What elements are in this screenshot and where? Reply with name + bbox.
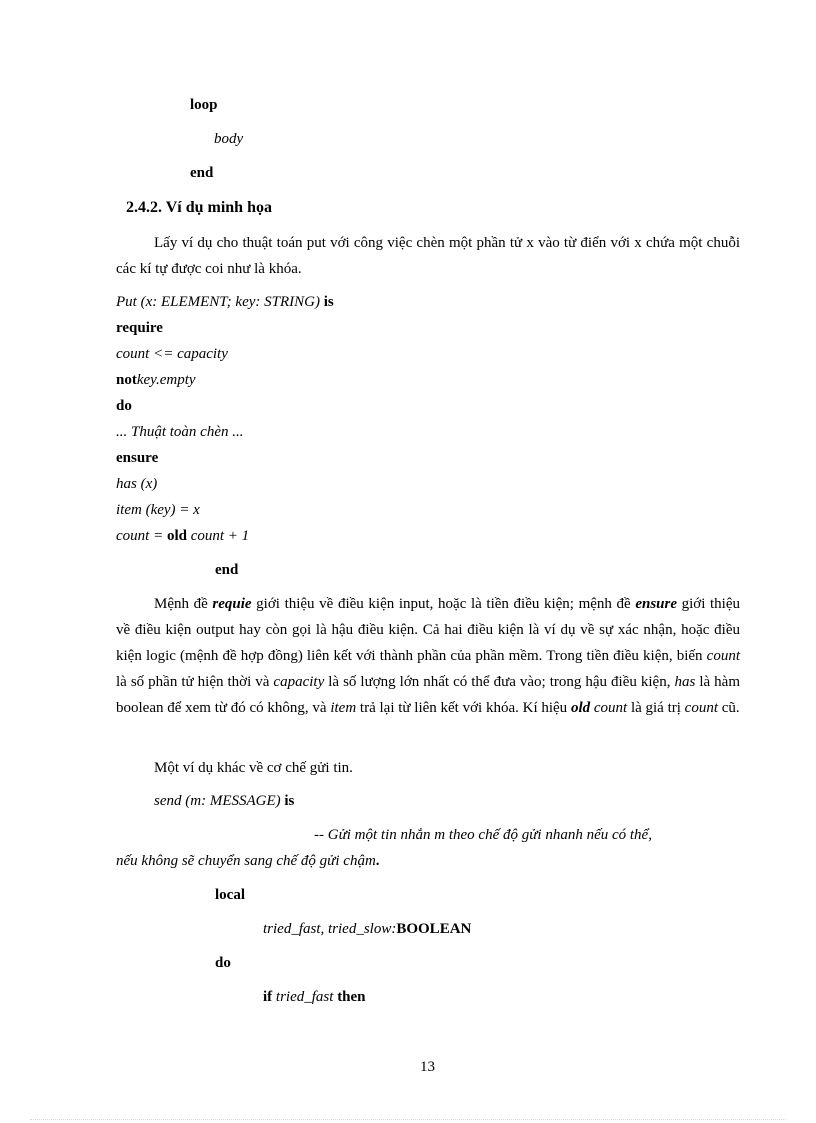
- code-loop: loop: [190, 97, 218, 113]
- postcondition-2: item (key) = x: [116, 502, 200, 518]
- explain-count3: count: [684, 700, 718, 716]
- local-vars-names: tried_fast, tried_slow:: [263, 921, 397, 937]
- put-signature: [116, 292, 334, 312]
- page-number: 13: [420, 1059, 435, 1075]
- another-example: Một ví dụ khác về cơ chế gửi tin.: [154, 760, 353, 776]
- explain-t7: trả lại từ liên kết với khóa. Kí hiệu: [356, 700, 571, 716]
- code-end: end: [190, 165, 214, 181]
- put-is-keyword: is: [323, 294, 334, 310]
- intro-paragraph: Lấy ví dụ cho thuật toán put với công việc chèn một phần tử x vào từ điển với x chứa một chuỗi các kí tự được coi như là khóa.: [116, 235, 740, 277]
- precondition-2-expr: key.empty: [136, 372, 196, 388]
- explain-has: has: [674, 674, 696, 690]
- put-end-keyword: end: [215, 562, 239, 578]
- section-heading: 2.4.2. Ví dụ minh họa: [126, 199, 272, 216]
- send-comment-2-dot: .: [375, 853, 380, 869]
- send-comment-2: [116, 851, 380, 871]
- not-keyword: not: [116, 372, 137, 388]
- postcondition-1: has (x): [116, 476, 158, 492]
- postcondition-3: [116, 526, 249, 546]
- explain-ensure: ensure: [635, 596, 677, 612]
- ensure-keyword: ensure: [116, 450, 159, 466]
- send-is-keyword: is: [284, 793, 295, 809]
- if-statement: [263, 987, 366, 1007]
- send-do-keyword: do: [215, 955, 231, 971]
- explain-t8: là giá trị: [627, 700, 685, 716]
- page-bottom-divider: [30, 1119, 786, 1120]
- send-signature: [154, 791, 294, 811]
- explain-t3: giới thiệu về điều kiện output hay còn gọi là hậu điều kiện. Cả hai điều kiện là ví dụ về sự xác nhận, hoặc điều kiện logic (mệnh đề hợp đồng) liên kết với thành phần của phần mềm. Trong tiền điều kiện, biến: [116, 596, 740, 664]
- explain-requie: requie: [212, 596, 252, 612]
- if-condition: tried_fast: [275, 989, 334, 1005]
- explain-t2: giới thiệu về điều kiện input, hoặc là tiền điều kiện; mệnh đề: [251, 596, 636, 612]
- explain-count2: count: [590, 700, 628, 716]
- explanation-paragraph: [116, 591, 740, 721]
- code-body: body: [214, 131, 244, 147]
- if-keyword: if: [263, 989, 273, 1005]
- explain-item: item: [330, 700, 357, 716]
- explain-t5: là số lượng lớn nhất có thể đưa vào; trong hậu điều kiện,: [324, 674, 675, 690]
- send-comment-2-text: nếu không sẽ chuyển sang chế độ gửi chậm: [116, 853, 376, 869]
- explain-t4: là số phần tử hiện thời và: [116, 674, 274, 690]
- explain-capacity: capacity: [273, 674, 325, 690]
- local-vars: [263, 919, 471, 939]
- post3-a: count =: [116, 528, 167, 544]
- require-keyword: require: [116, 320, 163, 336]
- explain-old: old: [570, 700, 591, 716]
- explain-t9: cũ.: [718, 700, 740, 716]
- explain-t1: Mệnh đề: [154, 596, 213, 612]
- boolean-type: BOOLEAN: [396, 921, 472, 937]
- old-keyword: old: [166, 528, 187, 544]
- then-keyword: then: [337, 989, 366, 1005]
- do-keyword: do: [116, 398, 132, 414]
- precondition-1: count <= capacity: [116, 346, 228, 362]
- send-sig-text: send (m: MESSAGE): [154, 793, 281, 809]
- explain-t6: là hàm boolean để xem từ đó có không, và: [116, 674, 740, 716]
- explain-count1: count: [706, 648, 740, 664]
- put-body: ... Thuật toàn chèn ...: [116, 424, 244, 440]
- put-sig-text: Put (x: ELEMENT; key: STRING): [116, 294, 320, 310]
- post3-b: count + 1: [186, 528, 250, 544]
- send-comment-1: -- Gửi một tin nhắn m theo chế độ gửi nhanh nếu có thể,: [314, 827, 652, 843]
- precondition-2: [116, 370, 196, 390]
- local-keyword: local: [215, 887, 245, 903]
